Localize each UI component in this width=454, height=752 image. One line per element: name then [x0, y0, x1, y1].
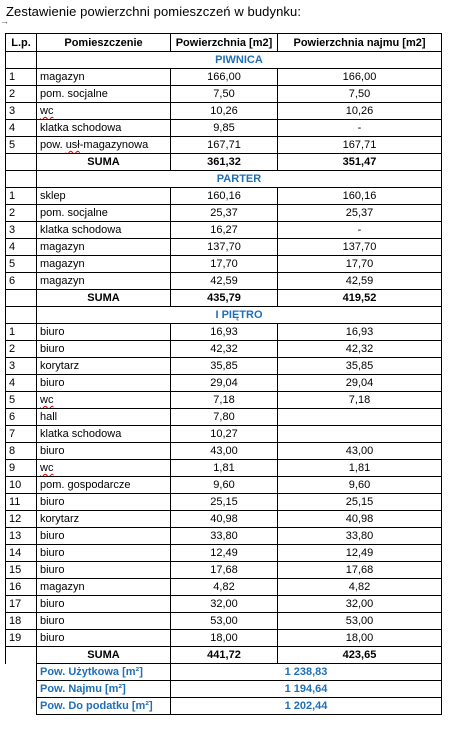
room-name: biuro: [40, 343, 65, 355]
row-room: [37, 409, 171, 426]
row-area: 137,70: [171, 239, 278, 256]
sum-area: 435,79: [171, 290, 278, 307]
sum-lp-blank: [6, 154, 37, 171]
section-sum-row: [6, 647, 442, 664]
row-rent-area: 17,68: [278, 562, 442, 579]
room-name: hall: [40, 411, 58, 423]
row-rent-area: 53,00: [278, 613, 442, 630]
row-room: [37, 86, 171, 103]
row-room: [37, 273, 171, 290]
row-lp: 6: [6, 409, 37, 426]
row-area: 160,16: [171, 188, 278, 205]
row-rent-area: 12,49: [278, 545, 442, 562]
row-rent-area: 35,85: [278, 358, 442, 375]
room-name: biuro: [40, 564, 65, 576]
row-room: [37, 205, 171, 222]
row-room: [37, 324, 171, 341]
row-area: 25,37: [171, 205, 278, 222]
row-rent-area: -: [278, 222, 442, 239]
row-lp: 9: [6, 460, 37, 477]
row-room: [37, 222, 171, 239]
row-area: 42,59: [171, 273, 278, 290]
table-row: [6, 205, 442, 222]
section-header-row: [6, 307, 442, 324]
total-label: Pow. Użytkowa [m²]: [37, 664, 171, 681]
table-row: [6, 443, 442, 460]
spellcheck-mark: usł: [65, 139, 80, 151]
row-lp: 2: [6, 341, 37, 358]
section-header-row: [6, 171, 442, 188]
row-rent-area: 10,26: [278, 103, 442, 120]
room-name: klatka schodowa: [40, 122, 122, 134]
row-lp: 5: [6, 256, 37, 273]
section-lp-blank: [6, 171, 37, 188]
table-row: [6, 392, 442, 409]
row-area: 166,00: [171, 69, 278, 86]
row-lp: 3: [6, 103, 37, 120]
room-name: magazyn: [40, 258, 85, 270]
area-table-body: [6, 34, 442, 715]
total-value: 1 238,83: [171, 664, 442, 681]
room-name: pom. gospodarcze: [40, 479, 131, 491]
room-name: pom. socjalne: [40, 207, 108, 219]
row-rent-area: 160,16: [278, 188, 442, 205]
row-lp: 5: [6, 392, 37, 409]
row-rent-area: 166,00: [278, 69, 442, 86]
row-room: [37, 69, 171, 86]
table-row: [6, 613, 442, 630]
header-room: Pomieszczenie: [37, 34, 171, 52]
sum-label: SUMA: [37, 154, 171, 171]
row-area: 42,32: [171, 341, 278, 358]
room-name: wc: [40, 105, 54, 117]
table-row: [6, 630, 442, 647]
row-area: 9,85: [171, 120, 278, 137]
row-area: 12,49: [171, 545, 278, 562]
room-name: biuro: [40, 496, 65, 508]
header-rent-area: Powierzchnia najmu [m2]: [278, 34, 442, 52]
row-lp: 3: [6, 358, 37, 375]
row-area: 29,04: [171, 375, 278, 392]
row-room: [37, 494, 171, 511]
page-title: Zestawienie powierzchni pomieszczeń w budynku:: [6, 4, 302, 19]
table-row: [6, 375, 442, 392]
row-lp: 19: [6, 630, 37, 647]
section-sum-row: [6, 290, 442, 307]
room-name: biuro: [40, 615, 65, 627]
section-lp-blank: [6, 52, 37, 69]
row-room: [37, 613, 171, 630]
row-rent-area: 25,37: [278, 205, 442, 222]
section-sum-row: [6, 154, 442, 171]
row-rent-area: 42,59: [278, 273, 442, 290]
row-rent-area: 7,50: [278, 86, 442, 103]
room-name: magazyn: [40, 275, 85, 287]
row-room: [37, 579, 171, 596]
row-room: [37, 120, 171, 137]
room-name: biuro: [40, 377, 65, 389]
table-row: [6, 239, 442, 256]
sum-rent-area: 351,47: [278, 154, 442, 171]
table-row: [6, 426, 442, 443]
row-lp: 6: [6, 273, 37, 290]
table-row: [6, 256, 442, 273]
row-area: 35,85: [171, 358, 278, 375]
room-name: biuro: [40, 598, 65, 610]
room-name: biuro: [40, 445, 65, 457]
table-row: [6, 528, 442, 545]
room-name: biuro: [40, 632, 65, 644]
total-blank: [6, 681, 37, 698]
total-blank: [6, 698, 37, 715]
row-room: [37, 630, 171, 647]
row-area: 167,71: [171, 137, 278, 154]
room-name: klatka schodowa: [40, 428, 122, 440]
row-rent-area: [278, 409, 442, 426]
section-lp-blank: [6, 307, 37, 324]
table-row: [6, 460, 442, 477]
row-area: 17,68: [171, 562, 278, 579]
total-value: 1 202,44: [171, 698, 442, 715]
row-rent-area: -: [278, 120, 442, 137]
row-room: [37, 103, 171, 120]
row-lp: 3: [6, 222, 37, 239]
room-name: biuro: [40, 530, 65, 542]
row-lp: 14: [6, 545, 37, 562]
table-row: [6, 137, 442, 154]
total-label: Pow. Do podatku [m²]: [37, 698, 171, 715]
row-room: [37, 358, 171, 375]
row-area: 16,93: [171, 324, 278, 341]
row-area: 1,81: [171, 460, 278, 477]
sum-label: SUMA: [37, 290, 171, 307]
table-row: [6, 188, 442, 205]
table-row: [6, 103, 442, 120]
total-row: [6, 664, 442, 681]
table-row: [6, 86, 442, 103]
row-room: [37, 511, 171, 528]
row-room: [37, 477, 171, 494]
row-area: 53,00: [171, 613, 278, 630]
row-lp: 4: [6, 120, 37, 137]
sum-area: 361,32: [171, 154, 278, 171]
row-area: 18,00: [171, 630, 278, 647]
row-room: [37, 239, 171, 256]
table-row: [6, 477, 442, 494]
row-rent-area: 29,04: [278, 375, 442, 392]
table-row: [6, 341, 442, 358]
total-row: [6, 681, 442, 698]
table-row: [6, 494, 442, 511]
table-row: [6, 562, 442, 579]
row-lp: 11: [6, 494, 37, 511]
row-rent-area: 1,81: [278, 460, 442, 477]
sum-lp-blank: [6, 290, 37, 307]
room-name: magazyn: [40, 71, 85, 83]
room-name: sklep: [40, 190, 66, 202]
table-row: [6, 596, 442, 613]
room-name: magazyn: [40, 581, 85, 593]
table-row: [6, 273, 442, 290]
row-lp: 1: [6, 188, 37, 205]
table-row: [6, 120, 442, 137]
table-row: [6, 511, 442, 528]
area-table: [5, 33, 442, 715]
row-lp: 16: [6, 579, 37, 596]
room-name: korytarz: [40, 360, 80, 372]
section-header-row: [6, 52, 442, 69]
row-lp: 15: [6, 562, 37, 579]
total-row: [6, 698, 442, 715]
row-lp: 18: [6, 613, 37, 630]
table-row: [6, 545, 442, 562]
row-lp: 13: [6, 528, 37, 545]
section-title: PARTER: [37, 171, 442, 188]
table-row: [6, 324, 442, 341]
sum-rent-area: 423,65: [278, 647, 442, 664]
header-lp: L.p.: [6, 34, 37, 52]
section-title: I PIĘTRO: [37, 307, 442, 324]
row-lp: 1: [6, 324, 37, 341]
row-lp: 2: [6, 86, 37, 103]
row-room: [37, 256, 171, 273]
row-rent-area: 33,80: [278, 528, 442, 545]
room-name: wc: [40, 394, 54, 406]
row-room: [37, 528, 171, 545]
total-blank: [6, 664, 37, 681]
row-area: 7,18: [171, 392, 278, 409]
row-room: [37, 188, 171, 205]
row-room: [37, 596, 171, 613]
row-area: 40,98: [171, 511, 278, 528]
row-lp: 1: [6, 69, 37, 86]
room-name: biuro: [40, 547, 65, 559]
table-row: [6, 358, 442, 375]
room-name: klatka schodowa: [40, 224, 122, 236]
table-row: [6, 409, 442, 426]
row-rent-area: 4,82: [278, 579, 442, 596]
row-area: 16,27: [171, 222, 278, 239]
row-rent-area: 42,32: [278, 341, 442, 358]
total-value: 1 194,64: [171, 681, 442, 698]
header-area: Powierzchnia [m2]: [171, 34, 278, 52]
row-rent-area: 40,98: [278, 511, 442, 528]
sum-rent-area: 419,52: [278, 290, 442, 307]
row-area: 32,00: [171, 596, 278, 613]
total-label: Pow. Najmu [m²]: [37, 681, 171, 698]
row-rent-area: 167,71: [278, 137, 442, 154]
table-row: [6, 69, 442, 86]
row-lp: 8: [6, 443, 37, 460]
row-area: 7,50: [171, 86, 278, 103]
row-rent-area: 7,18: [278, 392, 442, 409]
row-room: [37, 545, 171, 562]
row-lp: 5: [6, 137, 37, 154]
room-name: wc: [40, 462, 54, 474]
row-room: [37, 137, 171, 154]
sum-area: 441,72: [171, 647, 278, 664]
row-lp: 7: [6, 426, 37, 443]
row-lp: 12: [6, 511, 37, 528]
row-area: 10,26: [171, 103, 278, 120]
table-row: [6, 579, 442, 596]
row-lp: 4: [6, 239, 37, 256]
room-name: biuro: [40, 326, 65, 338]
row-rent-area: 16,93: [278, 324, 442, 341]
row-room: [37, 426, 171, 443]
room-name: pom. socjalne: [40, 88, 108, 100]
row-area: 43,00: [171, 443, 278, 460]
row-rent-area: 43,00: [278, 443, 442, 460]
row-rent-area: 18,00: [278, 630, 442, 647]
row-area: 33,80: [171, 528, 278, 545]
room-name: magazyn: [40, 241, 85, 253]
row-rent-area: [278, 426, 442, 443]
row-area: 4,82: [171, 579, 278, 596]
room-name: korytarz: [40, 513, 80, 525]
row-lp: 17: [6, 596, 37, 613]
row-lp: 4: [6, 375, 37, 392]
row-area: 10,27: [171, 426, 278, 443]
row-room: [37, 562, 171, 579]
row-rent-area: 17,70: [278, 256, 442, 273]
row-area: 9,60: [171, 477, 278, 494]
row-rent-area: 25,15: [278, 494, 442, 511]
table-header-row: [6, 34, 442, 52]
row-area: 7,80: [171, 409, 278, 426]
sum-lp-blank: [6, 647, 37, 664]
row-rent-area: 32,00: [278, 596, 442, 613]
row-area: 17,70: [171, 256, 278, 273]
row-lp: 10: [6, 477, 37, 494]
section-title: PIWNICA: [37, 52, 442, 69]
row-rent-area: 137,70: [278, 239, 442, 256]
row-rent-area: 9,60: [278, 477, 442, 494]
row-lp: 2: [6, 205, 37, 222]
row-room: [37, 392, 171, 409]
room-name: pow. usł-magazynowa: [40, 139, 149, 151]
table-row: [6, 222, 442, 239]
sum-label: SUMA: [37, 647, 171, 664]
row-area: 25,15: [171, 494, 278, 511]
paragraph-arrow-icon: →: [0, 16, 9, 26]
row-room: [37, 341, 171, 358]
row-room: [37, 375, 171, 392]
row-room: [37, 443, 171, 460]
row-room: [37, 460, 171, 477]
